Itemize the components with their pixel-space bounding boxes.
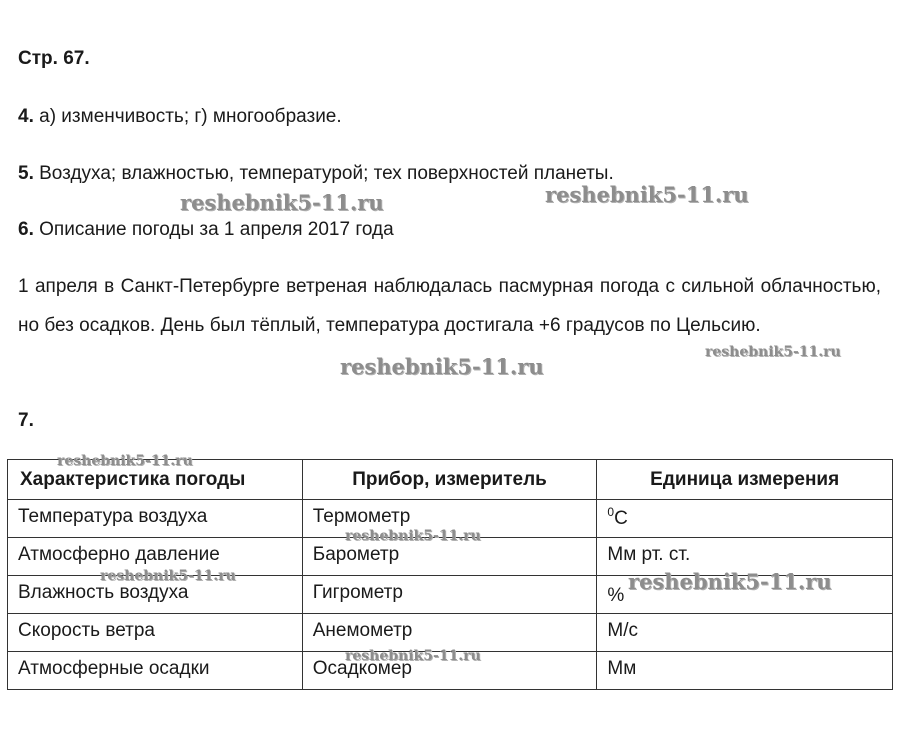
watermark: reshebnik5-11.ru xyxy=(340,354,544,379)
answer-text: Воздуха; влажностью, температурой; тех поверхностей планеты. xyxy=(33,163,614,184)
cell-instrument: Осадкомер xyxy=(302,652,597,690)
watermark: reshebnik5-11.ru xyxy=(180,190,384,215)
cell-characteristic: Температура воздуха xyxy=(8,500,303,538)
table-row xyxy=(8,652,893,690)
cell-instrument: Барометр xyxy=(302,538,597,576)
header-characteristic: Характеристика погоды xyxy=(8,460,303,500)
cell-unit: % xyxy=(597,576,893,614)
cell-unit: Мм рт. ст. xyxy=(597,538,893,576)
answer-number: 5. xyxy=(18,163,34,184)
cell-characteristic: Скорость ветра xyxy=(8,614,303,652)
table-row xyxy=(8,500,893,538)
weather-table xyxy=(7,459,893,690)
unit-text: С xyxy=(614,507,628,529)
cell-unit: М/с xyxy=(597,614,893,652)
table-row xyxy=(8,576,893,614)
cell-instrument: Гигрометр xyxy=(302,576,597,614)
watermark: reshebnik5-11.ru xyxy=(100,568,236,584)
header-unit: Единица измерения xyxy=(597,460,893,500)
cell-unit xyxy=(597,500,893,538)
answer-number: 7. xyxy=(18,410,34,431)
unit-superscript: 0 xyxy=(607,504,615,519)
cell-unit: Мм xyxy=(597,652,893,690)
weather-description: 1 апреля в Санкт-Петербурге ветреная наблюдалась пасмурная погода с сильной облачностью, но без осадков. День был тёплый, температура достигала +6 градусов по Цельсию. xyxy=(18,276,881,336)
table-header-row xyxy=(8,460,893,500)
watermark: reshebnik5-11.ru xyxy=(345,648,481,664)
cell-characteristic: Атмосферно давление xyxy=(8,538,303,576)
answer-number: 4. xyxy=(18,106,34,127)
answer-text: Описание погоды за 1 апреля 2017 года xyxy=(33,219,394,240)
cell-instrument: Анемометр xyxy=(302,614,597,652)
answer-7 xyxy=(18,410,34,432)
table-row xyxy=(8,538,893,576)
answer-4 xyxy=(18,106,342,128)
answer-number: 6. xyxy=(18,219,34,240)
watermark: reshebnik5-11.ru xyxy=(545,182,749,207)
cell-characteristic: Атмосферные осадки xyxy=(8,652,303,690)
answer-5 xyxy=(18,163,614,185)
page-reference: Стр. 67. xyxy=(18,48,90,69)
cell-characteristic: Влажность воздуха xyxy=(8,576,303,614)
header-instrument: Прибор, измеритель xyxy=(302,460,597,500)
cell-instrument: Термометр xyxy=(302,500,597,538)
watermark: reshebnik5-11.ru xyxy=(628,569,832,594)
answer-6 xyxy=(18,219,394,241)
answer-text: а) изменчивость; г) многообразие. xyxy=(33,106,342,127)
watermark: reshebnik5-11.ru xyxy=(705,344,841,360)
watermark: reshebnik5-11.ru xyxy=(345,528,481,544)
table-row xyxy=(8,614,893,652)
watermark: reshebnik5-11.ru xyxy=(57,453,193,469)
